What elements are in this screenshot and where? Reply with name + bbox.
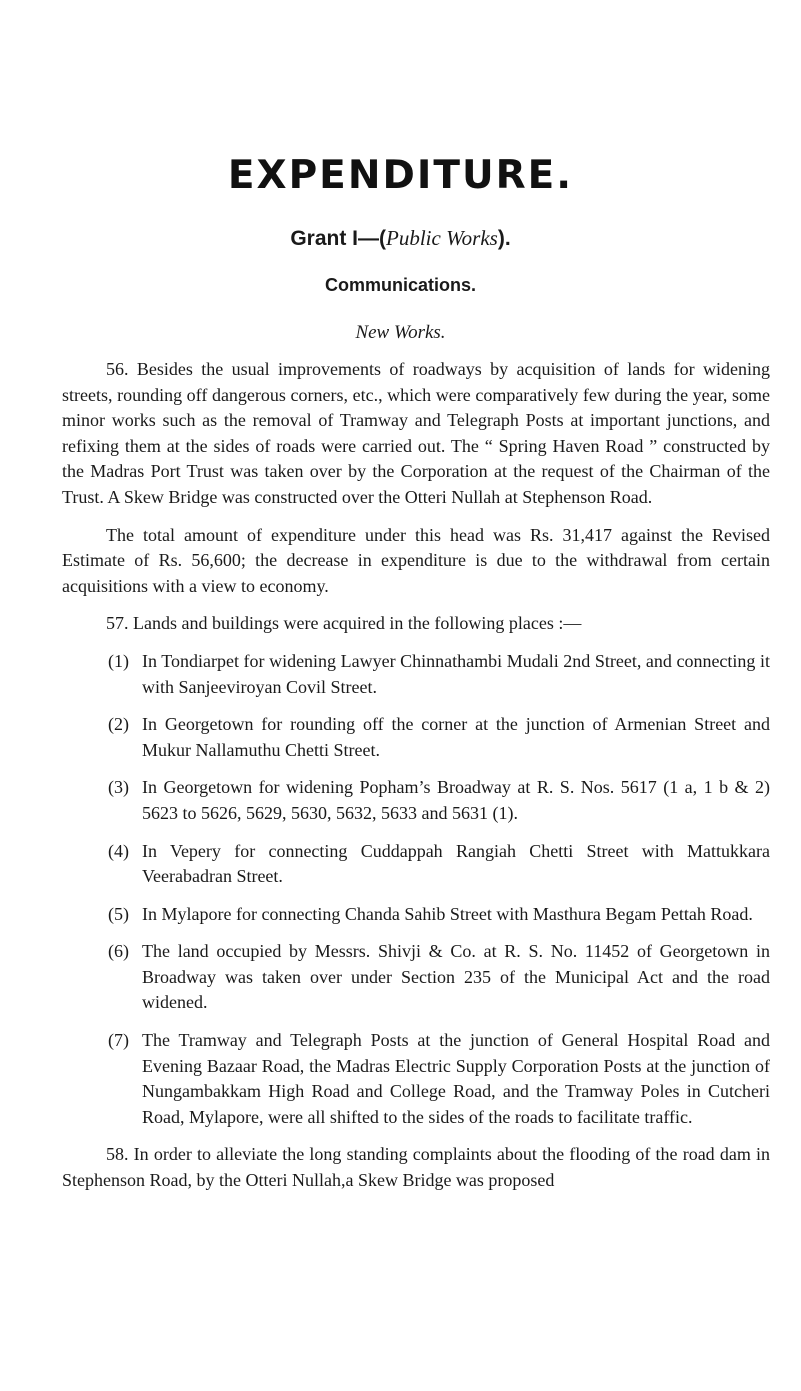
paragraph-56 xyxy=(62,357,770,511)
section-heading: Communications. xyxy=(324,275,476,295)
list-item xyxy=(62,1028,770,1130)
list-item-text: In Vepery for connecting Cuddappah Rangiah Chetti Street with Mattukkara Veerabadran Street. xyxy=(142,840,770,887)
grant-heading-suffix: ). xyxy=(497,227,511,250)
paragraph-number: 58. xyxy=(106,1144,129,1165)
grant-heading xyxy=(0,226,801,251)
list-item-number: (2) xyxy=(108,714,129,735)
paragraph-number: 56. xyxy=(106,359,129,379)
list-item-text: In Tondiarpet for widening Lawyer Chinnathambi Mudali 2nd Street, and connecting it with Sanjeeviroyan Covil Street. xyxy=(142,650,770,697)
list-item-number: (6) xyxy=(108,941,129,962)
list-item xyxy=(62,649,770,700)
paragraph-text: Besides the usual improvements of roadways by acquisition of lands for widening streets, rounding off dangerous corners, etc., which were comparatively few during the year, some minor works such as the removal of Tramway and Telegraph Posts at important junctions, and refixing them at the sides of roads were carried out. The “ Spring Haven Road ” constructed by the Madras Port Trust was taken over by the Corporation at the request of the Chairman of the Trust. A Skew Bridge was constructed over the Otteri Nullah at Stephenson Road. xyxy=(62,359,771,507)
page-title: EXPENDITURE. xyxy=(227,153,574,198)
paragraph-58 xyxy=(62,1142,770,1193)
list-item xyxy=(62,839,770,890)
paragraph-57 xyxy=(62,611,770,637)
subsection-heading: New Works. xyxy=(355,322,446,343)
grant-heading-italic: Public Works xyxy=(386,226,498,250)
list-item-text: The Tramway and Telegraph Posts at the junction of General Hospital Road and Evening Bazaar Road, the Madras Electric Supply Corporation Posts at the junction of Nungambakkam High Road and College Road, and the Tramway Poles in Cutcheri Road, Mylapore, were all shifted to the sides of the roads to facilitate traffic. xyxy=(142,1030,770,1127)
list-item-text: In Mylapore for connecting Chanda Sahib Street with Masthura Begam Pettah Road. xyxy=(142,903,753,924)
paragraph-text: Lands and buildings were acquired in the following places :— xyxy=(133,613,582,634)
paragraph-text: In order to alleviate the long standing complaints about the flooding of the road dam in Stephenson Road, by the Otteri Nullah,a Skew Bridge was proposed xyxy=(62,1144,771,1191)
paragraph-text: The total amount of expenditure under this head was Rs. 31,417 against the Revised Estimate of Rs. 56,600; the decrease in expenditure is due to the withdrawal from certain acquisitions with a view to economy. xyxy=(62,524,770,596)
list-item-number: (4) xyxy=(108,840,129,861)
list-item xyxy=(62,902,770,928)
list-item-text: In Georgetown for rounding off the corner at the junction of Armenian Street and Mukur Nallamuthu Chetti Street. xyxy=(142,714,770,760)
paragraph-56-continued xyxy=(62,523,770,600)
list-item-number: (7) xyxy=(108,1030,129,1051)
list-item-number: (1) xyxy=(108,650,129,671)
list-item-text: In Georgetown for widening Popham’s Broadway at R. S. Nos. 5617 (1 a, 1 b & 2) 5623 to 5626, 5629, 5630, 5632, 5633 and 5631 (1). xyxy=(142,777,770,823)
list-item xyxy=(62,939,770,1016)
list-item-number: (3) xyxy=(108,777,129,798)
grant-heading-prefix: Grant I—( xyxy=(290,227,387,250)
list-item-number: (5) xyxy=(108,903,129,924)
list-item xyxy=(62,775,770,826)
paragraph-number: 57. xyxy=(106,613,129,634)
list-item xyxy=(62,712,770,763)
body-text xyxy=(62,357,770,1206)
list-item-text: The land occupied by Messrs. Shivji & Co. at R. S. No. 11452 of Georgetown in Broadway was taken over under Section 235 of the Municipal Act and the road widened. xyxy=(142,941,770,1013)
